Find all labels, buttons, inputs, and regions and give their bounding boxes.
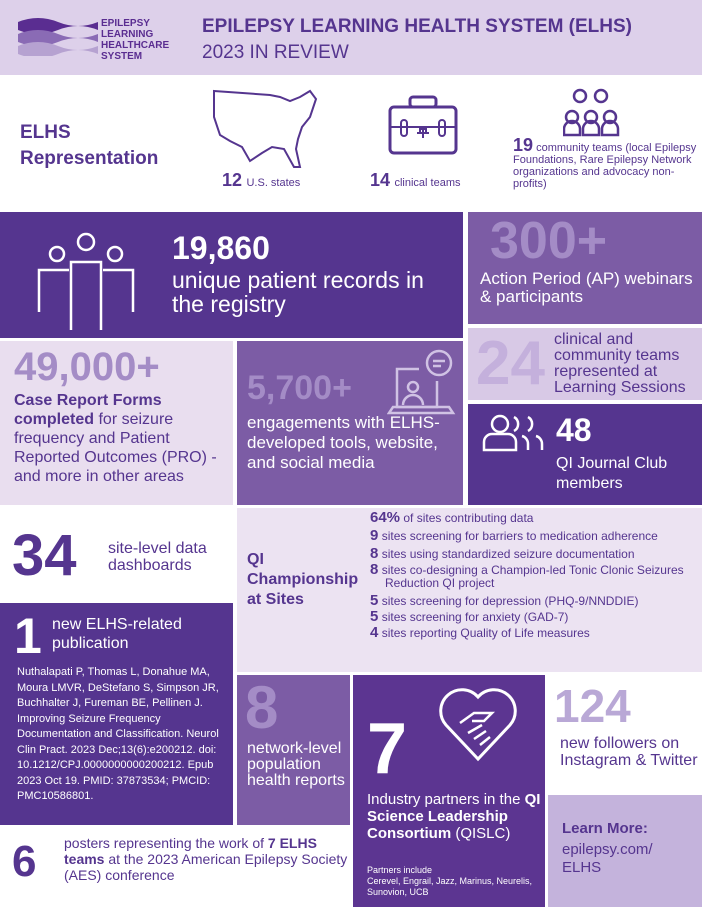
followers-label: new followers on Instagram & Twitter	[560, 735, 698, 769]
qi-item: 5 sites screening for anxiety (GAD-7)	[370, 608, 569, 625]
followers-block	[548, 675, 702, 790]
partners-heading: Partners include	[367, 865, 433, 875]
reports-label: network-level population health reports	[247, 740, 345, 789]
crf-label: Case Report Forms completed for seizure frequency and Patient Reported Outcomes (PRO) - and more in other areas	[14, 392, 217, 485]
qi-championship-block	[237, 508, 702, 672]
journal-number: 48	[556, 412, 592, 448]
engagements-label: engagements with ELHS-developed tools, website, and social media	[247, 413, 440, 472]
qi-list	[370, 511, 700, 640]
handshake-heart-icon	[438, 683, 518, 763]
medical-kit-icon	[388, 95, 458, 155]
dashboards-number: 34	[12, 523, 77, 588]
page-title: EPILEPSY LEARNING HEALTH SYSTEM (ELHS)	[202, 16, 633, 37]
qi-item: 8 sites co-designing a Champion-led Tonic Clonic Seizures Reduction QI project	[370, 561, 684, 590]
qi-item: 64% of sites contributing data	[370, 509, 534, 526]
reports-number: 8	[245, 675, 279, 741]
patient-records-block	[0, 212, 463, 338]
qi-item: 5 sites screening for depression (PHQ-9/NNDDIE)	[370, 592, 639, 609]
community-people-icon	[563, 87, 623, 137]
partners-list: Cerevel, Engrail, Jazz, Marinus, Neurelis, Sunovion, UCB	[367, 876, 533, 897]
representation-heading: ELHS Representation	[20, 122, 159, 169]
webinars-number: 300+	[490, 212, 608, 270]
followers-number: 124	[554, 680, 631, 732]
partners-label: Industry partners in the QI Science Leadership Consortium (QISLC)	[367, 791, 541, 842]
webinars-block	[468, 212, 702, 324]
logo-wave-icon	[18, 16, 98, 56]
qi-item: 4 sites reporting Quality of Life measures	[370, 624, 590, 641]
posters-label: posters representing the work of 7 ELHS teams at the 2023 American Epilepsy Society (AES) conference	[64, 835, 348, 883]
dashboards-block	[0, 505, 233, 603]
logo-text: EPILEPSY LEARNING HEALTHCARE SYSTEM	[101, 18, 170, 62]
members-group-icon	[482, 414, 552, 452]
publication-citation: Nuthalapati P, Thomas L, Donahue MA, Moura LMVR, DeStefano S, Simpson JR, Buchhalter J, Fureman BE, Pellinen J. Improving Seizure Frequency Documentation and Classification. Neurol Clin Pract. 2023 Dec;13(6):e200212. doi: 10.1212/CPJ.0000000000200212. Epub 2023 Oct 19. PMID: 37873534; PMCID: PMC10586801.	[17, 666, 219, 802]
engagements-block	[237, 341, 463, 505]
learn-more-heading: Learn More:	[562, 820, 648, 837]
states-stat: 12 U.S. states	[222, 170, 301, 190]
posters-block	[0, 825, 350, 907]
industry-partners-block	[353, 675, 545, 907]
representation-section	[0, 75, 702, 210]
clinical-stat: 14 clinical teams	[370, 170, 461, 190]
case-report-forms-block	[0, 341, 233, 505]
learn-more-block	[548, 795, 702, 907]
teams-number: 24	[476, 329, 545, 398]
engagements-number: 5,700+	[247, 369, 352, 407]
community-stat: 19 community teams (local Epilepsy Foundations, Rare Epilepsy Network organizations and advocacy non-profits)	[513, 135, 697, 190]
us-map-icon	[210, 87, 320, 172]
journal-club-block	[468, 404, 702, 505]
laptop-chat-icon	[387, 347, 457, 417]
records-label: unique patient records in the registry	[172, 267, 424, 317]
qi-item: 9 sites screening for barriers to medication adherence	[370, 527, 658, 544]
records-number: 19,860	[172, 230, 270, 266]
teams-label: clinical and community teams represented at Learning Sessions	[554, 331, 686, 396]
qi-item: 8 sites using standardized seizure documentation	[370, 545, 635, 562]
publication-number: 1	[14, 608, 42, 664]
reports-block	[237, 675, 350, 825]
webinars-label: Action Period (AP) webinars & participants	[480, 269, 693, 306]
publication-label: new ELHS-related publication	[52, 616, 182, 652]
learn-more-link[interactable]: epilepsy.com/ ELHS	[562, 841, 653, 876]
page-subtitle: 2023 IN REVIEW	[202, 42, 349, 63]
dashboards-label: site-level data dashboards	[108, 540, 207, 574]
learning-sessions-block	[468, 328, 702, 400]
posters-number: 6	[12, 837, 37, 886]
crf-number: 49,000+	[14, 345, 160, 389]
patients-group-icon	[35, 232, 137, 332]
header	[0, 0, 702, 75]
journal-label: QI Journal Club members	[556, 455, 668, 492]
publication-block	[0, 603, 233, 825]
qi-heading: QI Championship at Sites	[247, 551, 359, 608]
partners-number: 7	[367, 709, 408, 789]
